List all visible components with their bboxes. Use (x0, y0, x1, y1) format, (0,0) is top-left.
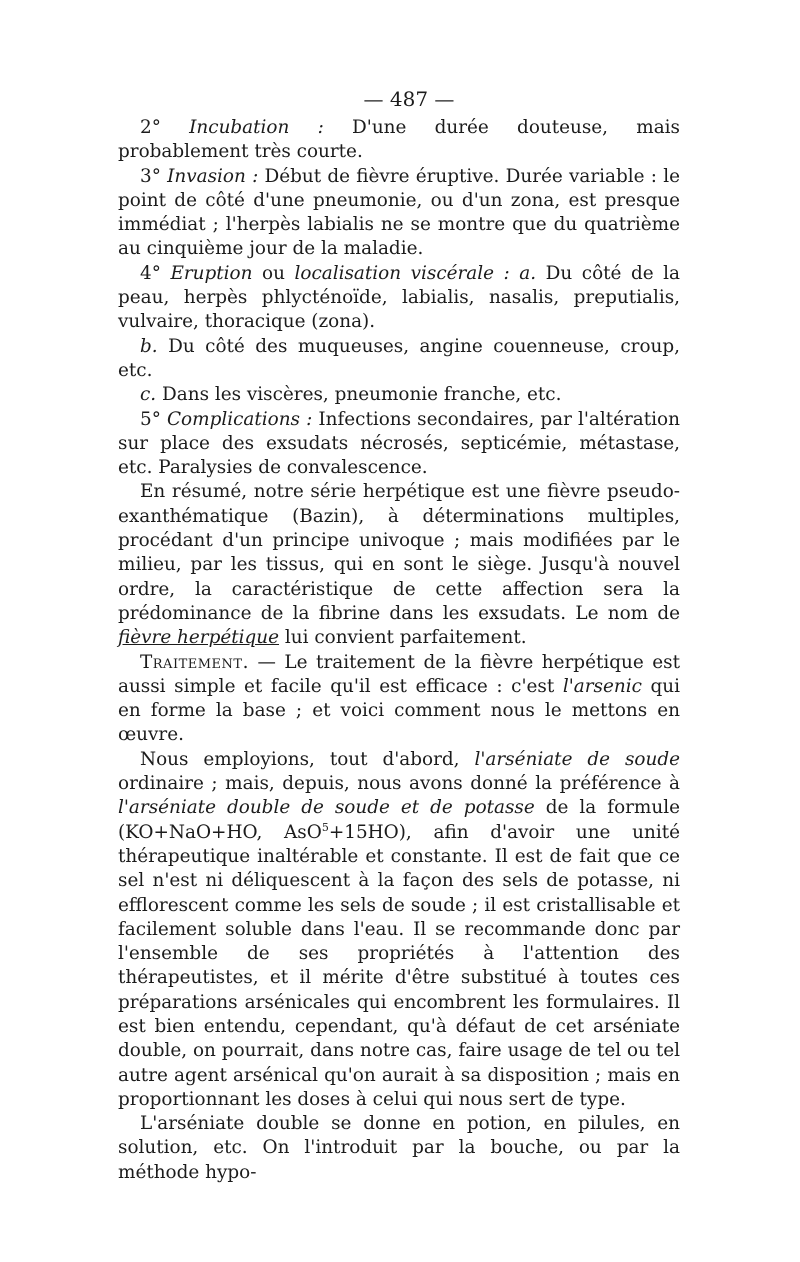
document-page (118, 82, 680, 1185)
arseniate-text-end: afin d'avoir une unité thérapeutique inaltérable et constante. Il est de fait que ce sel n'est ni déliquescent à la façon des sels de potasse, ni efflorescent comme les sels de soude ; il est cristallisable et facilement soluble dans l'eau. Il se recommande donc par l'ensemble de ses propriétés à l'attention des thérapeutistes, et il mérite d'être substitué à toutes ces préparations arsénicales qui encombrent les formulaires. Il est bien entendu, cependant, qu'à défaut de cet arséniate double, on pourrait, dans notre cas, faire usage de tel ou tel autre agent arsénical qu'on aurait à sa disposition ; mais en proportionnant les doses à celui qui nous sert de type. (118, 821, 680, 1110)
summary-emphasis: fièvre herpétique (118, 627, 280, 649)
paragraph-invasion (118, 165, 680, 262)
item-number: c. (140, 384, 157, 406)
item-text: Infections secondaires, par l'altération sur place des exsudats nécrosés, septicémie, métastase, etc. Paralysies de convalescence. (118, 408, 680, 479)
item-label: Eruption (170, 262, 253, 284)
paragraph-incubation (118, 116, 680, 165)
item-text: Dans les viscères, pneumonie franche, etc. (162, 384, 562, 406)
item-number: 2° (140, 117, 161, 138)
arseniate-text-mid: ordinaire ; mais, depuis, nous avons donné la préférence à (118, 773, 680, 795)
arseniate-emphasis: l'arséniate de soude (474, 748, 680, 770)
item-label: Incubation : (189, 117, 324, 138)
paragraph-administration (118, 1112, 680, 1185)
item-number: 4° (140, 262, 161, 284)
paragraph-arseniate (118, 748, 680, 1112)
page-number: — 487 — (363, 87, 455, 111)
paragraph-mucous (118, 335, 680, 384)
paragraph-complications (118, 408, 680, 481)
item-number: b. (140, 335, 158, 357)
treatment-text-end: qui en forme la base ; et voici comment nous le mettons en œuvre. (118, 675, 680, 746)
paragraph-viscera (118, 383, 680, 407)
paragraph-treatment (118, 651, 680, 748)
treatment-emphasis: l'arsenic (562, 675, 642, 697)
item-text: Du côté de la peau, herpès phlycténoïde, labialis, nasalis, preputialis, vulvaire, thoracique (zona). (118, 262, 680, 333)
arseniate-emphasis-2: l'arséniate double de soude et de potasse (118, 797, 535, 819)
arseniate-text: Nous employions, tout d'abord, (140, 748, 460, 770)
item-text: D'une durée douteuse, mais probablement très courte. (118, 117, 680, 163)
item-number: 5° (140, 408, 161, 430)
item-label-2: localisation viscérale : a. (294, 262, 537, 284)
treatment-text: — Le traitement de la fièvre herpétique est aussi simple et facile qu'il est efficace : c'est (118, 651, 680, 697)
formula-superscript: 5 (321, 820, 329, 834)
treatment-heading: Traitement. (140, 651, 249, 673)
item-label: Complications : (166, 408, 313, 430)
summary-text: En résumé, notre série herpétique est une fièvre pseudo-exanthématique (Bazin), à déterminations multiples, procédant d'un principe univoque ; mais modifiées par le milieu, par les tissus, qui en sont le siège. Jusqu'à nouvel ordre, la caractéristique de cette affection sera la prédominance de la fibrine dans les exsudats. Le nom de (118, 481, 680, 624)
item-text: Début de fièvre éruptive. Durée variable : le point de côté d'une pneumonie, ou d'un zona, est presque immédiat ; l'herpès labialis ne se montre que du quatrième au cinquième jour de la maladie. (118, 165, 680, 260)
formula-start: de la formule (KO+NaO+HO, AsO (118, 797, 680, 843)
summary-text-end: lui convient parfaitement. (284, 627, 527, 649)
paragraph-summary (118, 480, 680, 650)
paragraph-eruption (118, 262, 680, 335)
item-label: Invasion : (167, 165, 259, 187)
item-text: Du côté des muqueuses, angine couenneuse, croup, etc. (118, 335, 680, 381)
administration-text: L'arséniate double se donne en potion, en pilules, en solution, etc. On l'introduit par la bouche, ou par la méthode hypo- (118, 1113, 680, 1183)
formula-end: +15HO), (328, 821, 412, 843)
item-connector: ou (262, 262, 285, 284)
item-number: 3° (140, 165, 161, 187)
